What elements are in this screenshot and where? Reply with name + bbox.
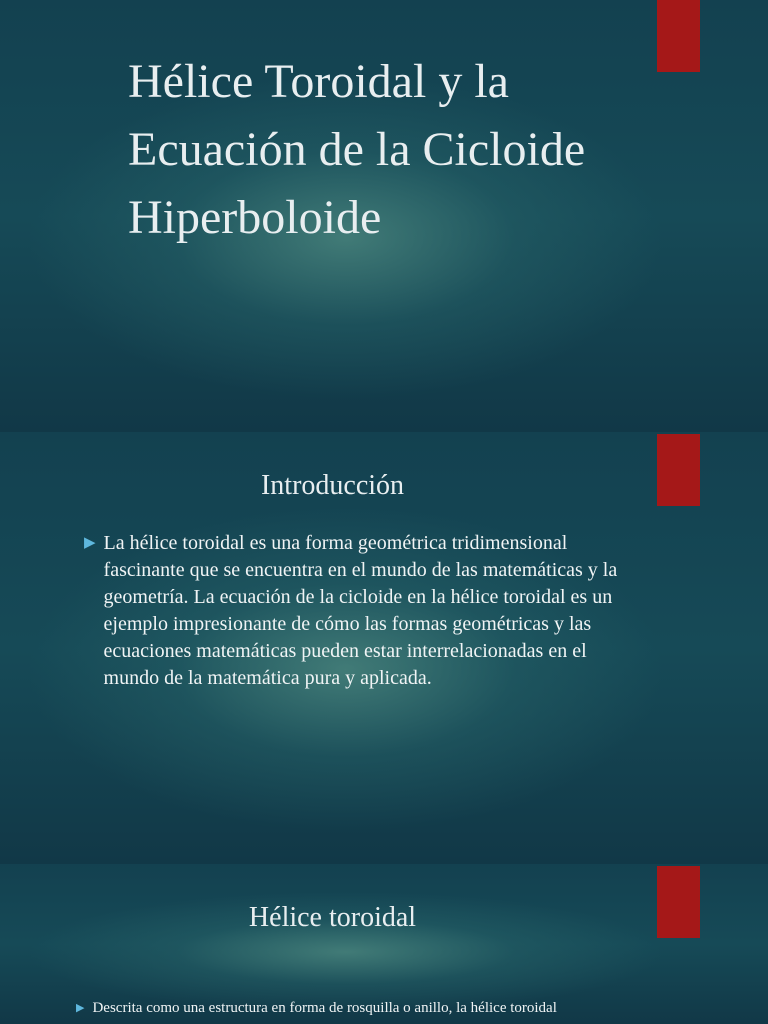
bullet-item xyxy=(76,998,636,1018)
title-slide xyxy=(0,0,768,432)
intro-slide xyxy=(0,432,768,864)
triangle-right-icon: ▶ xyxy=(76,1002,85,1014)
slide-title: Hélice Toroidal y la Ecuación de la Cicloide Hiperboloide xyxy=(128,55,586,244)
slide-heading: Hélice toroidal xyxy=(248,902,417,933)
accent-bar xyxy=(657,0,700,72)
triangle-right-icon: ▶ xyxy=(84,535,96,551)
helice-slide xyxy=(0,864,768,1024)
bullet-text: Descrita como una estructura en forma de rosquilla o anillo, la hélice toroidal xyxy=(92,1000,557,1016)
bullet-item xyxy=(84,530,644,692)
slide-heading: Introducción xyxy=(260,470,405,501)
bullet-text: La hélice toroidal es una forma geométrica tridimensional fascinante que se encuentra en el mundo de las matemáticas y la geometría. La ecuación de la cicloide en la hélice toroidal es un ejemplo impresionante de cómo las formas geométricas y las ecuaciones matemáticas pueden estar interrelacionadas en el mundo de la matemática pura y aplicada. xyxy=(103,532,618,689)
